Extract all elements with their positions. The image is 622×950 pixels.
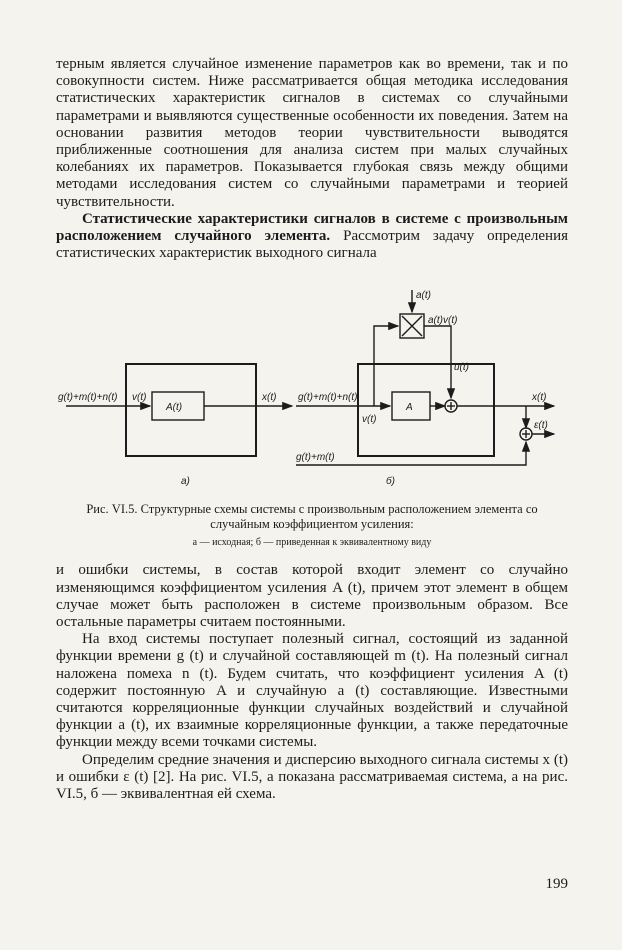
paragraph-input-signal: На вход системы поступает полезный сигнал, состоящий из заданной функции времени g (t) и случайной составляющей m (t). На полезный сигнал наложена помеха n (t). Будем считать, что коэффициент усиления A (t) содержит постоянную A и случайную a (t) составляющие. Известными считаются корреляционные функции случайных воздействий и случайной функции a (t), их взаимные корреляционные функции, а также передаточные функции между всеми точками системы. xyxy=(56,631,568,751)
page-number: 199 xyxy=(545,876,568,892)
figure-structure-diagrams xyxy=(56,288,568,498)
diagram-svg xyxy=(56,288,568,498)
label-ref: g(t)+m(t) xyxy=(296,452,335,464)
label-a-t: a(t) xyxy=(416,290,431,302)
section-heading: Статистические характеристики сигналов в системе с произвольным расположением случайного элемента. xyxy=(56,210,568,245)
label-u-t: u(t) xyxy=(454,362,469,374)
multiplier-to-sum-line xyxy=(424,326,451,398)
label-out-b: x(t) xyxy=(532,392,547,404)
paragraph-gain-element: и ошибки системы, в состав которой входит элемент со случайно изменяющимся коэффициентом усиления A (t), причем этот элемент в общем случае может быть расположен в системе произвольным образом. Все остальные параметры считаем постоянными. xyxy=(56,562,568,631)
label-input-a: g(t)+m(t)+n(t) xyxy=(58,392,118,404)
page-body xyxy=(56,56,568,803)
label-block-a: A(t) xyxy=(166,402,183,414)
paragraph-means-dispersion: Определим средние значения и дисперсию выходного сигнала системы x (t) и ошибки ε (t) [2]. На рис. VI.5, а показана рассматриваемая система, а на рис. VI.5, б — эквивалентная ей схема. xyxy=(56,751,568,803)
label-input-b: g(t)+m(t)+n(t) xyxy=(298,392,358,404)
label-out-a: x(t) xyxy=(262,392,277,404)
paragraph-intro: терным является случайное изменение параметров как во времени, так и по совокупности систем. Ниже рассматривается общая методика исследования статистических характеристик сигналов в системах со случайными параметрами и выявляются существенные особенности их поведения. Затем на основании развития методов теории чувствительности выводятся приближенные соотношения для анализа систем при малых случайных колебаниях их параметров. Показывается глубокая связь между общими методами исследования систем со случайными параметрами и теорией чувствительности. xyxy=(56,56,568,210)
section-text: Рассмотрим задачу определения статистических характеристик выходного сигнала xyxy=(56,228,569,262)
label-block-b: A xyxy=(406,402,413,414)
figure-caption: Рис. VI.5. Структурные схемы системы с произвольным расположением элемента со случайным коэффициентом усиления: xyxy=(86,502,538,532)
label-sub-b: б) xyxy=(386,476,395,488)
system-a-outer-box xyxy=(126,364,256,456)
branch-to-multiplier xyxy=(374,326,398,406)
label-v-b: v(t) xyxy=(362,414,377,426)
label-v-a: v(t) xyxy=(132,392,147,404)
paragraph-section-start xyxy=(56,211,568,263)
figure-legend: а — исходная; б — приведенная к эквивалентному виду xyxy=(192,537,432,549)
label-mult-out: a(t)v(t) xyxy=(428,315,458,327)
label-eps: ε(t) xyxy=(534,420,548,432)
label-sub-a: а) xyxy=(181,476,190,488)
system-b-outer-box xyxy=(358,364,494,456)
